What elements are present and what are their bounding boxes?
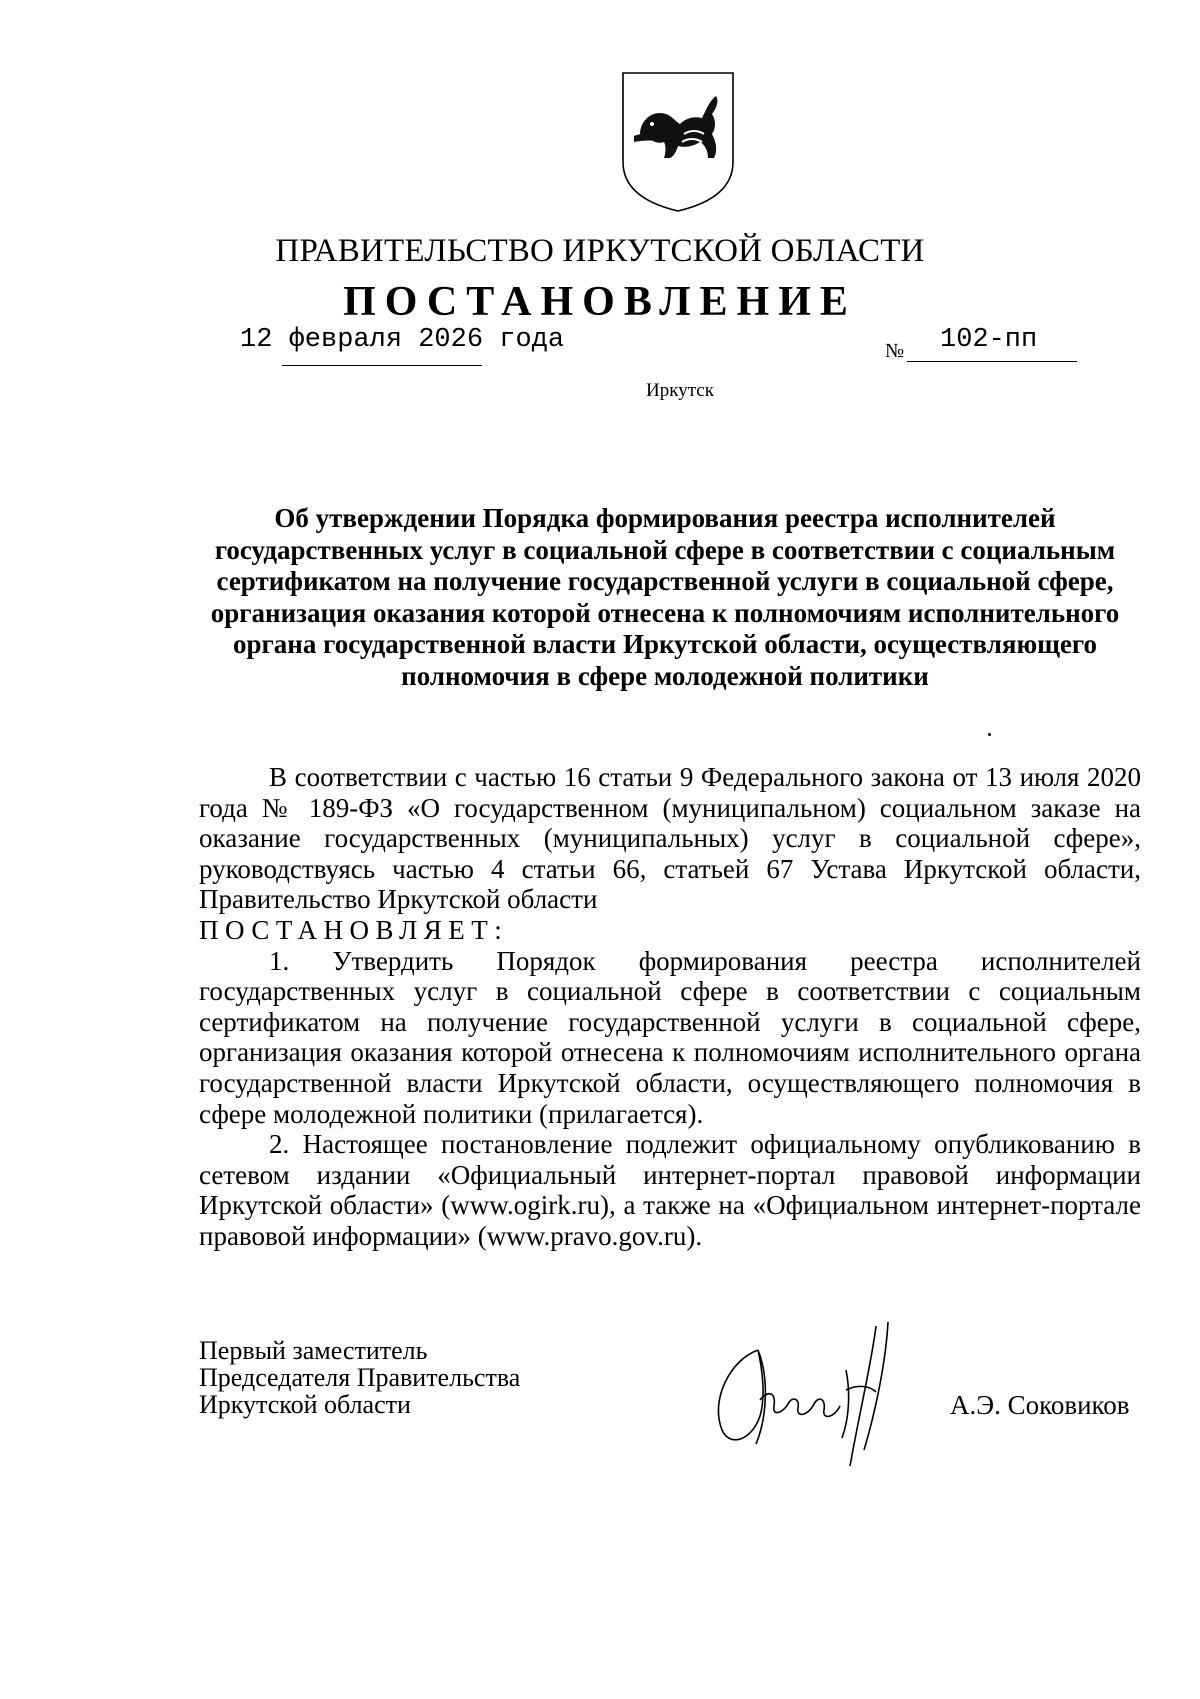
document-number: 102-пп [940,325,1038,355]
document-type-title: ПОСТАНОВЛЕНИЕ [343,279,857,325]
preamble-paragraph: В соответствии с частью 16 статьи 9 Федерального закона от 13 июля 2020 года № 189-ФЗ «О государственном (муниципальном) социальном заказе на оказание государственных (муниципальных) услуг в социальной сфере», руководствуясь частью 4 статьи 66, статьей 67 Устава Иркутской области, Правительство Иркутской области [199,762,1141,915]
position-line: Первый заместитель [199,1336,428,1365]
number-sign: № [885,340,905,362]
document-date: 12 февраля 2026 года [240,325,565,355]
handwritten-signature [700,1320,920,1470]
number-underline [907,361,1077,362]
item-2-paragraph: 2. Настоящее постановление подлежит официальному опубликованию в сетевом издании «Официальный интернет-портал правовой информации Иркутской области» (www.ogirk.ru), а также на «Официальном интернет-портале правовой информации» (www.pravo.gov.ru). [199,1129,1141,1251]
signer-name: А.Э. Соковиков [950,1390,1130,1420]
city-name: Иркутск [646,380,714,401]
coat-of-arms-emblem [620,70,736,214]
stray-dot [988,733,991,736]
signatory-position [199,1337,520,1418]
date-underline [282,365,482,366]
document-subject: Об утверждении Порядка формирования реестра исполнителей государственных услуг в социальной сфере в соответствии с социальным сертификатом на получение государственной услуги в социальной сфере, организация оказания которой отнесена к полномочиям исполнительного органа государственной власти Иркутской области, осуществляющего полномочия в сфере молодежной политики [210,503,1120,691]
document-body [199,762,1141,1252]
position-line: Председателя Правительства [199,1363,521,1392]
government-name: ПРАВИТЕЛЬСТВО ИРКУТСКОЙ ОБЛАСТИ [275,233,925,269]
position-line: Иркутской области [199,1390,411,1419]
resolves-heading: ПОСТАНОВЛЯЕТ: [199,914,509,945]
item-1-paragraph: 1. Утвердить Порядок формирования реестра исполнителей государственных услуг в социальной сфере в соответствии с социальным сертификатом на получение государственной услуги в социальной сфере, организация оказания которой отнесена к полномочиям исполнительного органа государственной власти Иркутской области, осуществляющего полномочия в сфере молодежной политики (прилагается). [199,945,1141,1129]
